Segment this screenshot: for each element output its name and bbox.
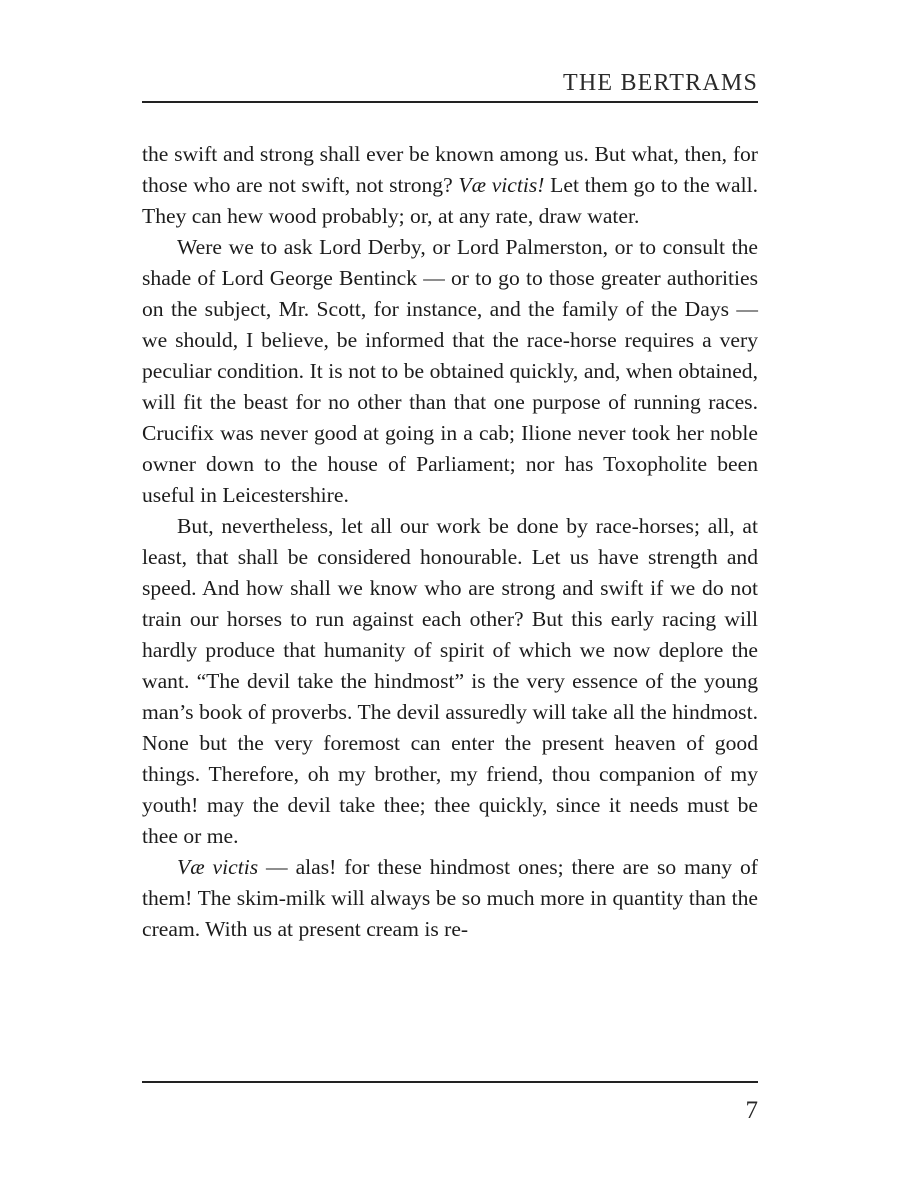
- page-number: 7: [745, 1097, 758, 1124]
- text-run: — alas! for these hindmost ones; there are so many of them! The skim-milk will always be so much more in quantity than the cream. With us at present cream is re-: [142, 855, 758, 941]
- footer-rule: [142, 1081, 758, 1083]
- text-run: Let them go to the wall. They can hew wood probably; or, at any rate, draw water.: [142, 173, 758, 228]
- italic-text: Væ victis: [177, 855, 259, 879]
- running-title: THE BERTRAMS: [563, 70, 758, 96]
- paragraph: But, nevertheless, let all our work be done by race-horses; all, at least, that shall be considered honourable. Let us have strength and speed. And how shall we know who are strong and swift if we do not train our horses to run against each other? But this early racing will hardly produce that humanity of spirit of which we now deplore the want. “The devil take the hindmost” is the very essence of the young man’s book of proverbs. The devil assuredly will take all the hindmost. None but the very foremost can enter the present heaven of good things. Therefore, oh my brother, my friend, thou companion of my youth! may the devil take thee; thee quickly, since it needs must be thee or me.: [142, 514, 758, 848]
- paragraph: [142, 852, 758, 945]
- paragraph: Were we to ask Lord Derby, or Lord Palmerston, or to consult the shade of Lord George Bentinck — or to go to those greater authorities on the subject, Mr. Scott, for instance, and the family of the Days — we should, I believe, be informed that the race-horse requires a very peculiar condition. It is not to be obtained quickly, and, when obtained, will fit the beast for no other than that one purpose of running races. Crucifix was never good at going in a cab; Ilione never took her noble owner down to the house of Parliament; nor has Toxopholite been useful in Leicestershire.: [142, 235, 758, 507]
- italic-text: Væ victis!: [458, 173, 545, 197]
- body-text: [142, 139, 758, 945]
- paragraph: [142, 139, 758, 232]
- text-run: the swift and strong shall ever be known among us. But what, then, for those who are not swift, not strong?: [142, 142, 758, 197]
- header-rule: [142, 101, 758, 103]
